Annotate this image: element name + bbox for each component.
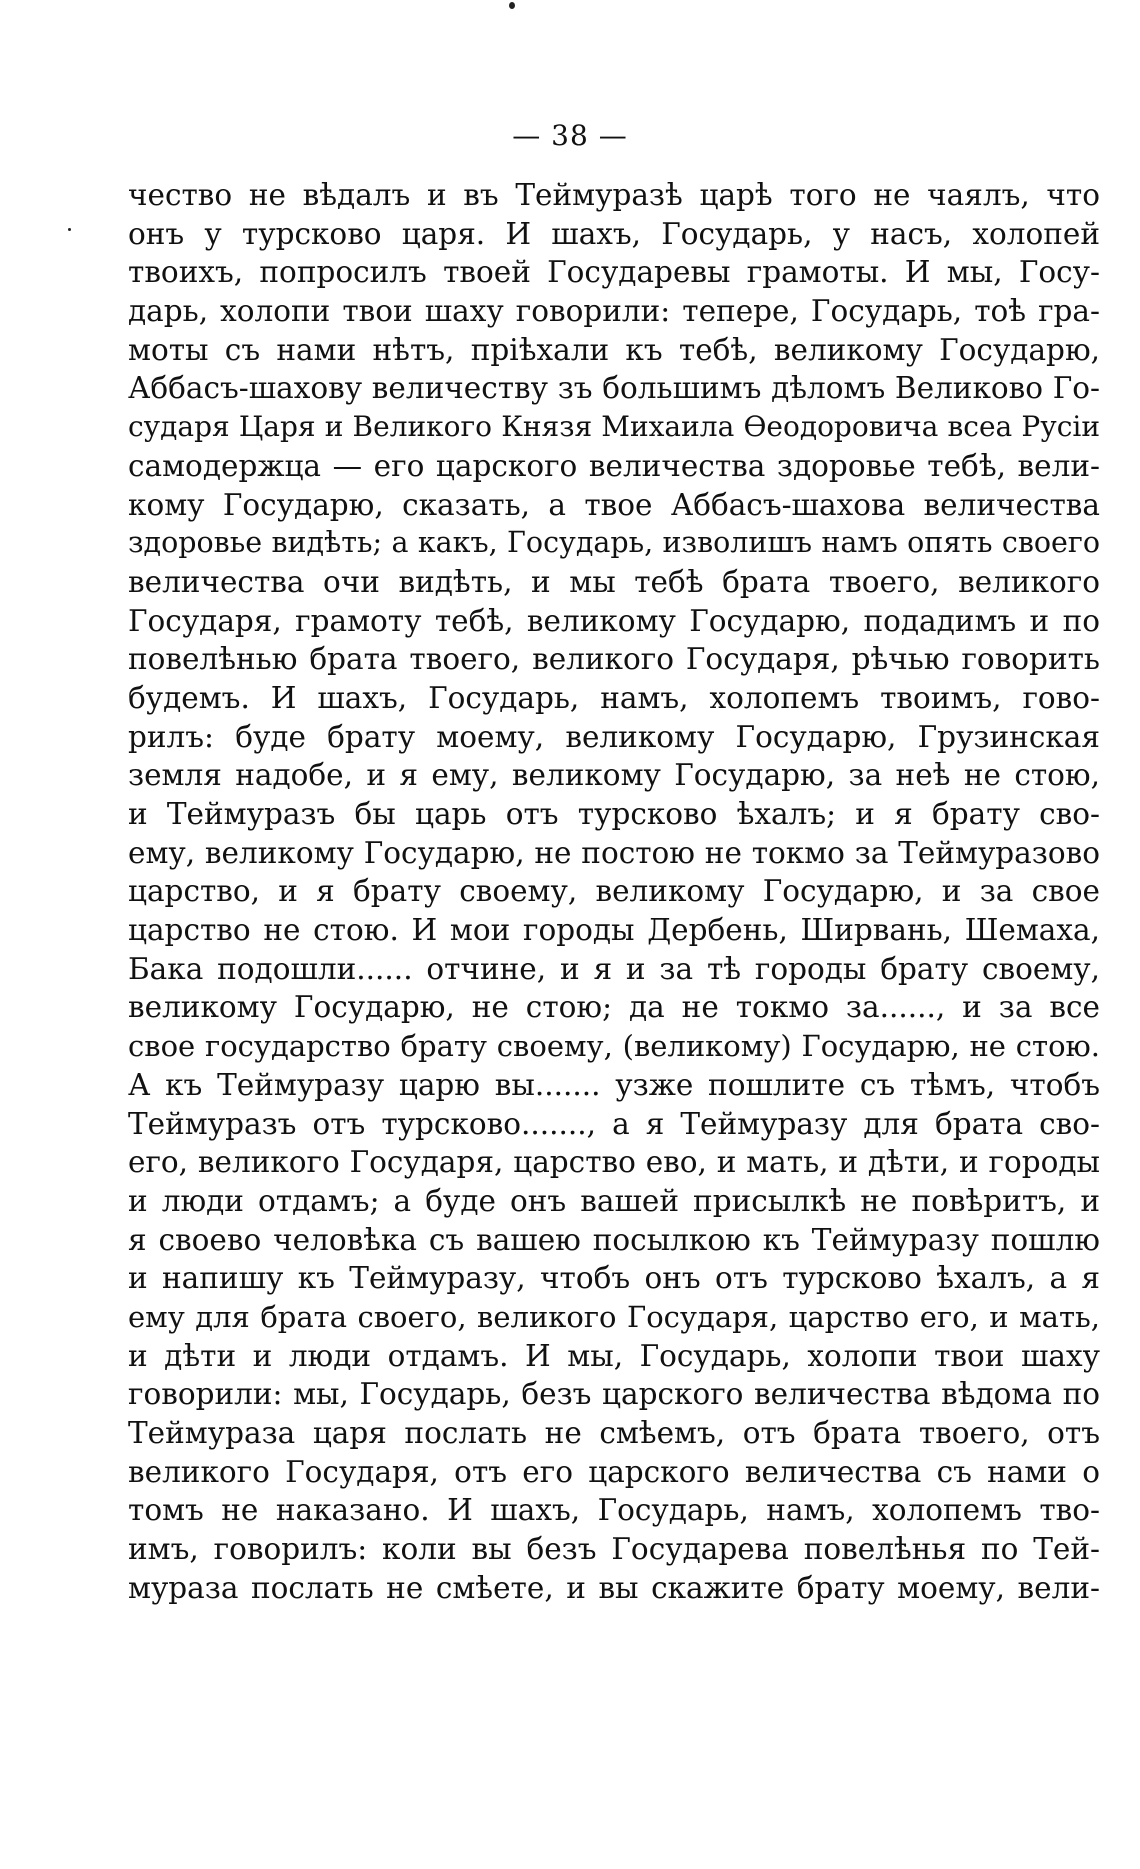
text-line: Теймуразъ отъ турсково......., а я Теймуразу для брата сво-	[128, 1106, 1100, 1141]
ink-speck	[68, 228, 71, 231]
text-line: Аббасъ-шахову величеству зъ большимъ дѣломъ Великово Го-	[128, 371, 1100, 406]
text-line: и напишу къ Теймуразу, чтобъ онъ отъ турсково ѣхалъ, а я	[128, 1261, 1100, 1296]
text-line: ему для брата своего, великого Государя, царство его, и мать,	[128, 1299, 1100, 1334]
text-line: будемъ. И шахъ, Государь, намъ, холопемъ твоимъ, гово-	[128, 680, 1100, 715]
text-line: ему, великому Государю, не постою не токмо за Теймуразово	[128, 835, 1100, 870]
text-line: моты съ нами нѣтъ, пріѣхали къ тебѣ, великому Государю,	[128, 332, 1100, 367]
text-line: мураза послать не смѣете, и вы скажите брату моему, вели-	[128, 1570, 1100, 1605]
text-line: Теймураза царя послать не смѣемъ, отъ брата твоего, отъ	[128, 1416, 1100, 1450]
text-line: здоровье видѣть; а какъ, Государь, изволишъ намъ опять своего	[128, 526, 1100, 560]
text-line: онъ у турсково царя. И шахъ, Государь, у насъ, холопей	[128, 216, 1100, 251]
text-line: кому Государю, сказать, а твое Аббасъ-шахова величества	[128, 487, 1100, 522]
text-line: и дѣти и люди отдамъ. И мы, Государь, холопи твои шаху	[128, 1338, 1100, 1373]
text-line: великого Государя, отъ его царского величества съ нами о	[128, 1454, 1100, 1489]
text-line: свое государство брату своему, (великому) Государю, не стою.	[128, 1029, 1100, 1064]
text-line: и люди отдамъ; а буде онъ вашей присылкѣ не повѣритъ, и	[128, 1183, 1100, 1218]
text-line: великому Государю, не стою; да не токмо за......, и за все	[128, 990, 1100, 1025]
text-line: самодержца — его царского величества здоровье тебѣ, вели-	[128, 448, 1100, 483]
text-line: земля надобе, и я ему, великому Государю, за неѣ не стою,	[128, 758, 1100, 793]
text-line: и Теймуразъ бы царь отъ турсково ѣхалъ; и я брату сво-	[128, 797, 1100, 831]
text-line: царство не стою. И мои городы Дербень, Ширвань, Шемаха,	[128, 913, 1100, 948]
text-line: величества очи видѣть, и мы тебѣ брата твоего, великого	[128, 564, 1100, 599]
text-line: Бака подошли...... отчине, и я и за тѣ городы брату своему,	[128, 951, 1100, 986]
text-line: повелѣнью брата твоего, великого Государя, рѣчью говорить	[128, 642, 1100, 677]
text-line: Государя, грамоту тебѣ, великому Государю, подадимъ и по	[128, 603, 1100, 638]
ink-speck	[509, 2, 515, 9]
text-line: царство, и я брату своему, великому Государю, и за свое	[128, 874, 1100, 909]
text-line: сударя Царя и Великого Князя Михаила Ѳеодоровича всеа Русіи	[128, 410, 1100, 444]
text-line: чество не вѣдалъ и въ Теймуразѣ царѣ того не чаялъ, что	[128, 178, 1100, 212]
text-line: томъ не наказано. И шахъ, Государь, намъ, холопемъ тво-	[128, 1493, 1100, 1528]
text-line: говорили: мы, Государь, безъ царского величества вѣдома по	[128, 1377, 1100, 1412]
text-line: я своево человѣка съ вашею посылкою къ Теймуразу пошлю	[128, 1222, 1100, 1257]
text-line: рилъ: буде брату моему, великому Государю, Грузинская	[128, 719, 1100, 754]
text-line: дарь, холопи твои шаху говорили: тепере, Государь, тоѣ гра-	[128, 294, 1100, 329]
body-text	[128, 176, 1100, 1607]
page-number: — 38 —	[512, 119, 628, 152]
text-line: его, великого Государя, царство ево, и мать, и дѣти, и городы	[128, 1145, 1100, 1180]
text-line: твоихъ, попросилъ твоей Государевы грамоты. И мы, Госу-	[128, 255, 1100, 290]
text-line: А къ Теймуразу царю вы....... узже пошлите съ тѣмъ, чтобъ	[128, 1067, 1100, 1102]
text-line: имъ, говорилъ: коли вы безъ Государева повелѣнья по Тей-	[128, 1532, 1100, 1567]
